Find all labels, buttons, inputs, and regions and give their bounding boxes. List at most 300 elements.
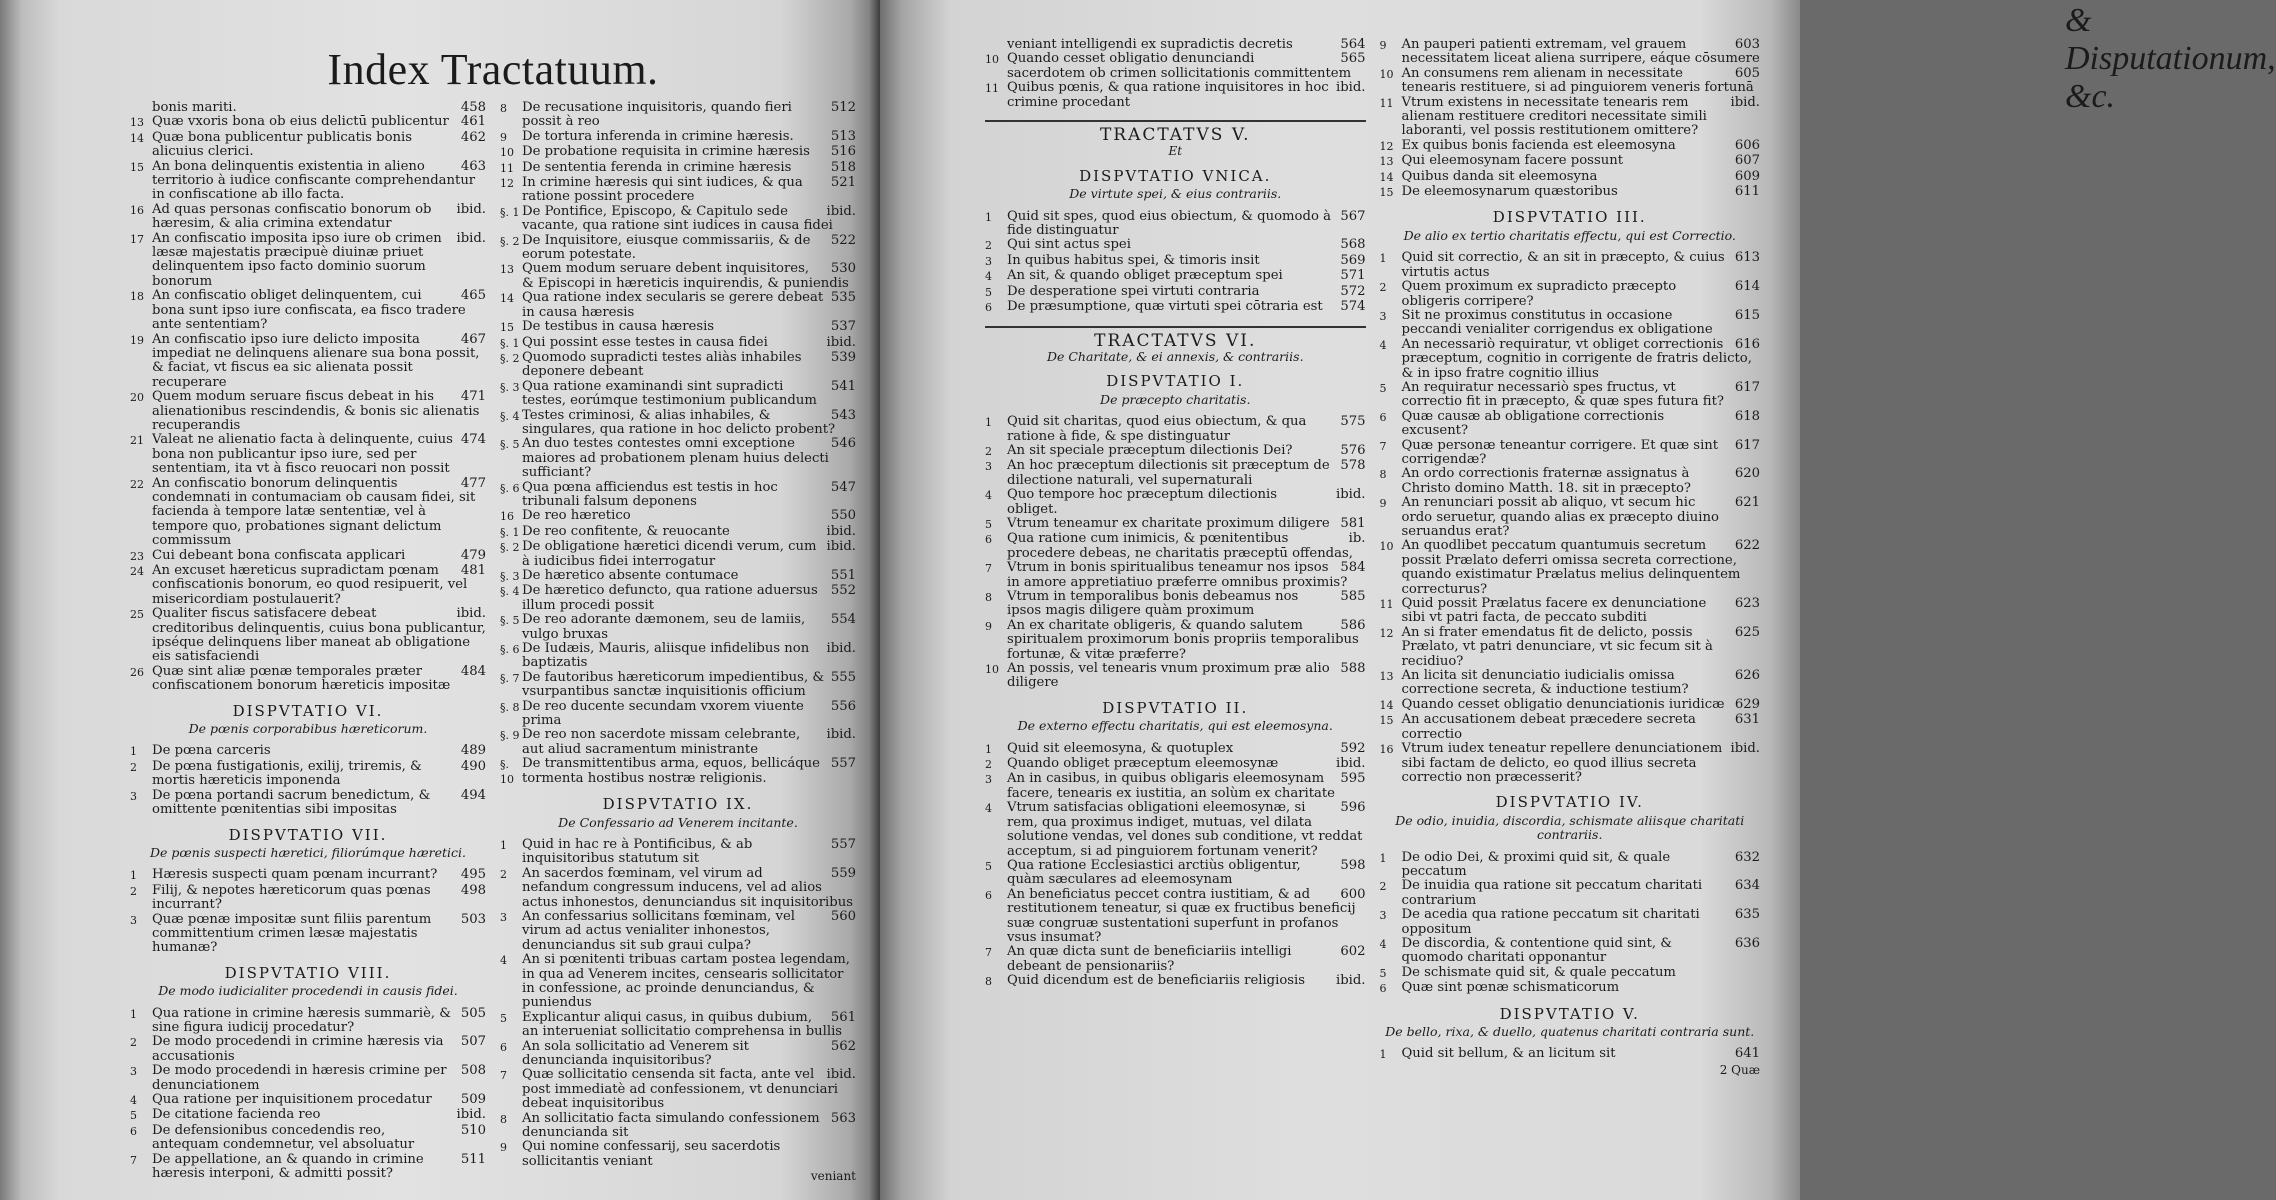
- entry-title: An si pœnitenti tribuas cartam postea legendam, in qua ad Venerem incites, censearis sollicitator in confessione, ac proinde denunciandus, & puniendus: [522, 952, 850, 1011]
- entry-number: 1: [985, 416, 992, 430]
- entry-title: Qua ratione examinandi sint supradicti testes, eorúmque testimonium publicandum: [522, 378, 817, 409]
- entry-page: ibid.: [1335, 80, 1366, 96]
- index-entry: [500, 1068, 856, 1111]
- entry-number: 8: [500, 102, 507, 115]
- entry-page: 494: [460, 787, 486, 803]
- entry-page: 585: [1340, 589, 1366, 604]
- entry-number: 5: [1379, 966, 1387, 980]
- entry-title: Quid dicendum est de beneficiariis religiosis: [1007, 973, 1306, 989]
- entry-number: 14: [1379, 170, 1394, 184]
- entry-number: §. 6: [500, 481, 520, 495]
- entry-text: [522, 867, 856, 910]
- index-entry: [130, 232, 486, 290]
- entry-text: [1402, 1047, 1761, 1062]
- entry-title: De probatione requisita in crimine hæresis: [522, 144, 810, 160]
- entry-title: De pœna carceris: [152, 743, 271, 759]
- entry-title: De defensionibus concedendis reo, antequam condemnetur, vel absoluatur: [152, 1122, 415, 1153]
- index-entry: [1380, 96, 1761, 139]
- entry-text: [152, 760, 486, 789]
- entry-number: 9: [500, 130, 507, 144]
- entry-text: [1007, 52, 1366, 81]
- entry-page: 569: [1340, 252, 1366, 268]
- entry-title: An sacerdos fœminam, vel virum ad nefandum congressum inducens, vel ad alios actus inhonestos, denunciandus sit inquisitoribus: [522, 865, 853, 910]
- index-entry: [130, 1124, 486, 1153]
- entry-number: [130, 101, 152, 115]
- index-entry: [985, 974, 1366, 989]
- entry-page: 618: [1734, 408, 1760, 424]
- entry-title: Quibus danda sit eleemosyna: [1401, 168, 1598, 184]
- tractatus-heading: TRACTATVS V.: [985, 120, 1366, 142]
- entry-title: An sit speciale præceptum dilectionis Dei?: [1007, 442, 1293, 458]
- entry-page: 484: [460, 663, 486, 679]
- entry-text: [1007, 561, 1366, 590]
- entry-page: 465: [460, 288, 486, 304]
- left-col-1: [130, 101, 486, 1184]
- index-entry: [500, 584, 856, 613]
- entry-title: Vtrum teneamur ex charitate proximum diligere: [1007, 515, 1330, 531]
- entry-title: De modo procedendi in hæresis crimine per denunciationem: [152, 1063, 447, 1093]
- entry-text: [522, 525, 856, 540]
- entry-text: [1007, 772, 1366, 801]
- entry-page: 578: [1340, 458, 1366, 474]
- index-entry: [130, 564, 486, 607]
- entry-text: [522, 1040, 856, 1069]
- index-entry: [500, 1112, 856, 1141]
- index-entry: [1380, 67, 1761, 96]
- entry-number: 3: [1379, 909, 1387, 923]
- entry-title: De reo ducente secundam vxorem viuente prima: [522, 698, 804, 729]
- entry-text: [1007, 757, 1366, 772]
- index-entry: [1380, 338, 1761, 381]
- entry-text: [1402, 170, 1761, 185]
- index-entry: [500, 509, 856, 524]
- entry-page: 461: [460, 114, 486, 130]
- entry-number: 2: [500, 867, 507, 881]
- entry-number: 3: [1379, 309, 1387, 323]
- index-entry: [985, 444, 1366, 459]
- index-entry: [1380, 496, 1761, 539]
- entry-text: [1007, 238, 1366, 253]
- entry-text: [152, 1064, 486, 1093]
- entry-title: An sola sollicitatio ad Venerem sit denuncianda inquisitoribus?: [522, 1038, 749, 1068]
- index-entry: [985, 517, 1366, 532]
- entry-number: 4: [1379, 937, 1387, 951]
- index-entry: [1380, 309, 1761, 338]
- entry-text: [152, 203, 486, 232]
- entry-number: 4: [500, 954, 507, 968]
- entry-list: [500, 838, 856, 1169]
- entry-page: ibid.: [1730, 741, 1760, 757]
- entry-title: Hæresis suspecti quam pœnam incurrant?: [152, 867, 438, 883]
- entry-title: De fautoribus hæreticorum impedientibus, & vsurpantibus sanctæ inquisitionis officium: [522, 669, 825, 700]
- entry-page: 571: [1340, 268, 1366, 284]
- entry-number: 14: [500, 292, 514, 306]
- entry-text: [152, 913, 486, 956]
- entry-text: [522, 584, 856, 613]
- entry-number: 6: [985, 888, 992, 902]
- index-entry: [130, 1007, 486, 1036]
- entry-title: Quæ personæ teneantur corrigere. Et quæ sint corrigendæ?: [1401, 437, 1719, 467]
- entry-text: [1007, 888, 1366, 946]
- entry-text: [1007, 300, 1366, 315]
- entry-page: 510: [460, 1122, 486, 1138]
- entry-title: Quæ causæ ab obligatione correctionis excusent?: [1401, 408, 1665, 439]
- entry-title: De præsumptione, quæ virtuti spei cōtraria est: [1007, 299, 1323, 315]
- entry-title: Quem proximum ex supradicto præcepto obligeris corripere?: [1401, 279, 1677, 309]
- entry-title: Vtrum in temporalibus bonis debeamus nos ipsos magis diligere quàm proximum: [1007, 589, 1299, 619]
- left-columns: [130, 101, 856, 1184]
- index-entry: [130, 789, 486, 818]
- disputatio-heading: DISPVTATIO IX.: [602, 795, 754, 814]
- entry-title: An quodlibet peccatum quantumuis secretum possit Prælato deferri omissa secreta correctione, quando existimatur Prælatus melius delinquentem correcturus?: [1401, 538, 1741, 597]
- entry-number: §. 7: [500, 671, 520, 685]
- entry-list: [985, 742, 1366, 990]
- entry-page: ibid.: [1335, 756, 1366, 772]
- entry-page: 498: [460, 882, 486, 898]
- entry-number: 16: [1379, 743, 1394, 757]
- entry-number: 9: [1379, 497, 1387, 511]
- entry-page: 535: [830, 290, 856, 306]
- entry-page: ibid.: [1335, 487, 1366, 503]
- index-entry: [1380, 410, 1761, 439]
- entry-page: 503: [460, 911, 486, 927]
- index-entry: [1380, 185, 1761, 200]
- index-entry: [985, 285, 1366, 300]
- entry-number: 15: [130, 160, 144, 174]
- entry-number: 13: [1379, 155, 1394, 169]
- entry-page: 505: [460, 1005, 486, 1021]
- entry-number: 6: [1379, 982, 1387, 996]
- entry-number: 20: [130, 391, 144, 405]
- index-entry: [130, 390, 486, 433]
- entry-list: [985, 210, 1366, 316]
- disputatio-heading: DISPVTATIO V.: [1499, 1004, 1640, 1023]
- disputatio-subtitle: De modo iudicialiter procedendi in causis fidei.: [158, 983, 458, 999]
- index-entry: [500, 1011, 856, 1040]
- entry-number: 7: [130, 1153, 137, 1167]
- entry-title: De reo non sacerdote missam celebrante, aut aliud sacramentum ministrante: [522, 727, 801, 757]
- entry-title: An confessarius sollicitans fœminam, vel virum ad actus venialiter inhonestos, denunciandus sit sub graui culpa?: [522, 908, 796, 953]
- entry-title: An quæ dicta sunt de beneficiariis intelligi debeant de pensionariis?: [1007, 944, 1292, 974]
- entry-text: [1402, 981, 1761, 996]
- entry-text: [152, 744, 486, 759]
- entry-title: Qua pœna afficiendus est testis in hoc tribunali falsum deponens: [522, 479, 778, 509]
- index-entry: [985, 38, 1366, 52]
- entry-text: [152, 1108, 486, 1123]
- entry-page: 603: [1734, 37, 1760, 52]
- entry-page: 462: [460, 129, 486, 145]
- entry-page: 512: [830, 100, 856, 115]
- index-entry: [500, 613, 856, 642]
- index-entry: [985, 459, 1366, 488]
- entry-title: De odio Dei, & proximi quid sit, & quale peccatum: [1401, 849, 1671, 879]
- entry-text: [1007, 488, 1366, 517]
- entry-number: 3: [985, 773, 992, 787]
- entry-page: 615: [1734, 307, 1760, 323]
- entry-number: 15: [1379, 714, 1394, 728]
- entry-page: 635: [1734, 907, 1760, 923]
- entry-number: §. 4: [500, 585, 520, 599]
- index-entry: [985, 488, 1366, 517]
- entry-text: [1402, 96, 1761, 139]
- index-entry: [1380, 698, 1761, 713]
- index-entry: [130, 333, 486, 391]
- entry-title: Quem modum seruare fiscus debeat in his alienationibus rescindendis, & bonis sic alienatis recuperandis: [152, 389, 480, 433]
- entry-text: [1402, 966, 1761, 981]
- index-entry: [1380, 139, 1761, 154]
- entry-text: [1007, 210, 1366, 239]
- entry-page: 602: [1340, 944, 1366, 960]
- entry-text: [522, 320, 856, 335]
- entry-number: 10: [985, 53, 999, 67]
- entry-list: [1380, 38, 1761, 200]
- entry-text: [1402, 742, 1761, 785]
- entry-title: De eleemosynarum quæstoribus: [1401, 184, 1618, 200]
- entry-number: 1: [500, 838, 507, 852]
- entry-page: 551: [830, 568, 856, 583]
- index-entry: [130, 1153, 486, 1182]
- entry-title: Quæ sollicitatio censenda sit facta, ante vel post immediatè ad confessionem, vt denunciari debeat inquisitoribus: [522, 1067, 839, 1112]
- entry-page: 509: [460, 1092, 486, 1107]
- entry-page: ibid.: [826, 1067, 856, 1083]
- entry-text: [1402, 626, 1761, 669]
- entry-title: Quando cesset obligatio denunciandi sacerdotem ob crimen sollicitationis committentem: [1007, 51, 1352, 81]
- entry-title: De acedia qua ratione peccatum sit charitati oppositum: [1401, 907, 1700, 937]
- entry-title: An confiscatio imposita ipso iure ob crimen læsæ majestatis præcipuè diuinæ priuet delinquentem ipso facto dominio suorum bonorum: [152, 230, 442, 289]
- index-entry: [500, 409, 856, 438]
- entry-title: De Iudæis, Mauris, aliisque infidelibus non baptizatis: [522, 641, 810, 671]
- entry-number: 19: [130, 333, 144, 347]
- entry-number: 4: [985, 489, 992, 503]
- entry-title: Vtrum satisfacias obligationi eleemosynæ, si rem, qua proximus indiget, mutuas, vel dilata solutione vendas, vel dones sub conditione, vt reddat acceptum, si ad pinguiorem fortunam venerit?: [1007, 800, 1363, 859]
- entry-title: Ad quas personas confiscatio bonorum ob hæresim, & alia crimina extendatur: [152, 201, 432, 232]
- entry-number: 8: [985, 975, 992, 989]
- entry-number: §. 10: [500, 758, 514, 786]
- entry-text: [1402, 698, 1761, 713]
- entry-text: [1402, 309, 1761, 338]
- entry-title: Quæ pœnæ impositæ sunt filiis parentum committentium crimen læsæ majestatis humanæ?: [152, 911, 432, 956]
- disputatio-heading: DISPVTATIO I.: [1106, 372, 1245, 391]
- entry-text: [1402, 597, 1761, 626]
- entry-page: 614: [1734, 279, 1760, 295]
- index-entry: [500, 910, 856, 953]
- index-entry: [130, 160, 486, 203]
- entry-page: ibid.: [1730, 94, 1760, 110]
- index-entry: [1380, 1047, 1761, 1062]
- entry-number: §. 8: [500, 700, 520, 714]
- entry-number: 5: [985, 285, 992, 299]
- index-entry: [1380, 597, 1761, 626]
- entry-text: [152, 1124, 486, 1153]
- entry-list: [130, 101, 486, 694]
- entry-page: 631: [1734, 712, 1760, 728]
- entry-number: 10: [500, 146, 514, 160]
- entry-text: [1007, 38, 1366, 52]
- entry-number: §. 1: [500, 205, 520, 219]
- entry-number: 5: [1379, 381, 1387, 395]
- entry-page: 617: [1734, 379, 1760, 395]
- entry-page: 609: [1734, 168, 1760, 184]
- entry-text: [522, 700, 856, 729]
- index-entry: [130, 744, 486, 759]
- entry-text: [1007, 619, 1366, 662]
- entry-text: [1402, 439, 1761, 468]
- entry-page: 481: [460, 563, 486, 578]
- entry-text: [152, 1035, 486, 1064]
- entry-number: 4: [985, 802, 992, 816]
- entry-number: §. 3: [500, 380, 520, 394]
- entry-page: 564: [1340, 37, 1366, 52]
- entry-title: De hæretico defuncto, qua ratione aduersus illum procedi possit: [522, 583, 818, 613]
- entry-title: Quibus pœnis, & qua ratione inquisitores in hoc crimine procedant: [1007, 80, 1329, 110]
- entry-text: [522, 613, 856, 642]
- entry-title: De desperatione spei virtuti contraria: [1007, 283, 1260, 299]
- entry-title: An hoc præceptum dilectionis sit præceptum de dilectione naturali, vel supernaturali: [1007, 458, 1330, 488]
- index-entry: [130, 1064, 486, 1093]
- entry-title: Quid sit charitas, quod eius obiectum, & qua ratione à fide, & spe distinguatur: [1007, 414, 1307, 444]
- disputatio-subtitle: De præcepto charitatis.: [1100, 391, 1251, 407]
- entry-page: 490: [460, 758, 486, 774]
- entry-text: [152, 1007, 486, 1036]
- index-entry: [985, 757, 1366, 772]
- entry-title: Qua ratione index secularis se gerere debeat in causa hæresis: [522, 290, 824, 320]
- index-entry: [1380, 467, 1761, 496]
- right-col-2: [1380, 38, 1761, 1077]
- entry-text: [1007, 590, 1366, 619]
- entry-page: ib.: [1348, 531, 1366, 547]
- entry-title: Qualiter fiscus satisfacere debeat creditoribus delinquentis, cuius bona publicantur, ipséque delinquens liber maneat ab obligatione eis satisfaciendi: [152, 606, 486, 665]
- entry-title: Filij, & nepotes hæreticorum quas pœnas incurrant?: [152, 882, 431, 913]
- index-entry: [130, 477, 486, 549]
- entry-page: 479: [460, 547, 486, 563]
- entry-title: De obligatione hæretici dicendi verum, cum à iudicibus fidei interrogatur: [522, 539, 817, 569]
- entry-number: §. 5: [500, 438, 520, 452]
- index-entry: [985, 532, 1366, 561]
- entry-number: 3: [985, 254, 992, 268]
- entry-number: §. 6: [500, 643, 520, 657]
- entry-text: [1402, 669, 1761, 698]
- entry-title: An sit, & quando obliget præceptum spei: [1007, 268, 1283, 284]
- index-entry: [130, 607, 486, 665]
- index-entry: [1380, 742, 1761, 785]
- entry-page: 471: [460, 389, 486, 405]
- entry-page: 530: [830, 261, 856, 277]
- entry-page: 568: [1340, 237, 1366, 253]
- entry-number: [985, 38, 1007, 52]
- index-entry: [985, 210, 1366, 239]
- entry-title: An requiratur necessariò spes fructus, vt correctio fit in præcepto, & quæ spes futura fit?: [1401, 379, 1724, 410]
- entry-page: 561: [830, 1009, 856, 1025]
- entry-text: [522, 101, 856, 130]
- entry-text: [1402, 713, 1761, 742]
- disputatio-subtitle: De alio ex tertio charitatis effectu, qui est Correctio.: [1403, 227, 1736, 243]
- entry-text: [522, 1011, 856, 1040]
- index-entry: [500, 161, 856, 176]
- disputatio-heading: DISPVTATIO VIII.: [224, 963, 392, 982]
- entry-text: [522, 145, 856, 160]
- entry-page: 606: [1734, 137, 1760, 153]
- entry-text: [1402, 185, 1761, 200]
- entry-title: De modo procedendi in crimine hæresis via accusationis: [152, 1034, 444, 1064]
- tractatus-subtitle: De Charitate, & ei annexis, & contrariis.: [1046, 348, 1304, 364]
- entry-title: Testes criminosi, & alias inhabiles, & singulares, qua ratione in hoc delicto probent?: [522, 407, 836, 437]
- entry-number: 1: [1379, 851, 1387, 865]
- entry-text: [522, 953, 856, 1011]
- entry-text: [1007, 285, 1366, 300]
- entry-title: Qui sint actus spei: [1007, 237, 1131, 253]
- index-entry: [500, 671, 856, 700]
- entry-title: An sollicitatio facta simulando confessionem denuncianda sit: [522, 1110, 820, 1141]
- entry-title: Explicantur aliqui casus, in quibus dubium, an interueniat sollicitatio comprehensa in bullis: [522, 1009, 843, 1040]
- entry-text: [1007, 459, 1366, 488]
- entry-text: [522, 176, 856, 205]
- disputatio-heading: DISPVTATIO VNICA.: [1079, 166, 1272, 185]
- index-entry: [500, 1140, 856, 1169]
- index-entry: [985, 859, 1366, 888]
- entry-title: De Inquisitore, eiusque commissariis, & de eorum potestate.: [522, 232, 811, 263]
- entry-text: [1007, 801, 1366, 859]
- entry-text: [152, 607, 486, 665]
- entry-page: 607: [1734, 153, 1760, 169]
- entry-number: 11: [985, 82, 999, 96]
- entry-title: An in casibus, in quibus obligaris eleemosynam facere, tenearis ex iustitia, an solùm ex charitate: [1007, 771, 1335, 801]
- entry-page: 467: [460, 331, 486, 347]
- entry-title: An excuset hæreticus supradictam pœnam confiscationis bonorum, eo quod resipuerit, vel misericordiam postulauerit?: [152, 563, 468, 607]
- entry-title: Quid sit eleemosyna, & quotuplex: [1007, 740, 1234, 756]
- tractatus-heading: TRACTATVS VI.: [985, 326, 1366, 348]
- entry-number: 3: [130, 913, 137, 927]
- entry-title: Vtrum iudex teneatur repellere denunciationem sibi factam de delicto, eo quod illius secreta correctio non præcesserit?: [1401, 741, 1723, 785]
- entry-number: 11: [1379, 96, 1394, 110]
- entry-page: 596: [1340, 800, 1366, 816]
- entry-title: Quid in hac re à Pontificibus, & ab inquisitoribus statutum sit: [522, 836, 753, 867]
- entry-page: 543: [830, 407, 856, 423]
- index-entry: [500, 336, 856, 351]
- index-entry: [500, 291, 856, 320]
- entry-text: [1402, 67, 1761, 96]
- entry-number: 22: [130, 477, 144, 491]
- entry-text: [152, 232, 486, 290]
- entry-text: [152, 333, 486, 391]
- index-entry: [985, 415, 1366, 444]
- entry-number: 1: [1379, 252, 1387, 266]
- entry-number: 2: [985, 758, 992, 772]
- entry-text: [522, 671, 856, 700]
- index-entry: [130, 433, 486, 476]
- index-entry: [1380, 669, 1761, 698]
- entry-text: [1402, 139, 1761, 154]
- entry-page: 584: [1340, 560, 1366, 576]
- entry-text: [1007, 859, 1366, 888]
- index-entry: [130, 203, 486, 232]
- catchword: veniant: [810, 1169, 856, 1184]
- entry-text: [522, 130, 856, 145]
- entry-text: [1402, 908, 1761, 937]
- disputatio-subtitle: De Confessario ad Venerem incitante.: [558, 814, 798, 830]
- entry-page: 556: [830, 698, 856, 714]
- entry-page: 572: [1340, 283, 1366, 299]
- entry-page: 613: [1734, 250, 1760, 266]
- index-entry: [500, 757, 856, 787]
- entry-title: An renunciari possit ab aliquo, vt secum hic ordo seruetur, quando alias ex præcepto diuino seruandus erat?: [1401, 495, 1719, 539]
- index-entry: [985, 254, 1366, 269]
- entry-page: 547: [830, 479, 856, 495]
- entry-text: [1007, 81, 1366, 110]
- entry-title: An possis, vel tenearis vnum proximum præ alio diligere: [1007, 661, 1330, 691]
- entry-title: Quæ sint pœnæ schismaticorum: [1401, 980, 1620, 996]
- entry-text: [152, 390, 486, 433]
- right-col-1: [985, 38, 1366, 1077]
